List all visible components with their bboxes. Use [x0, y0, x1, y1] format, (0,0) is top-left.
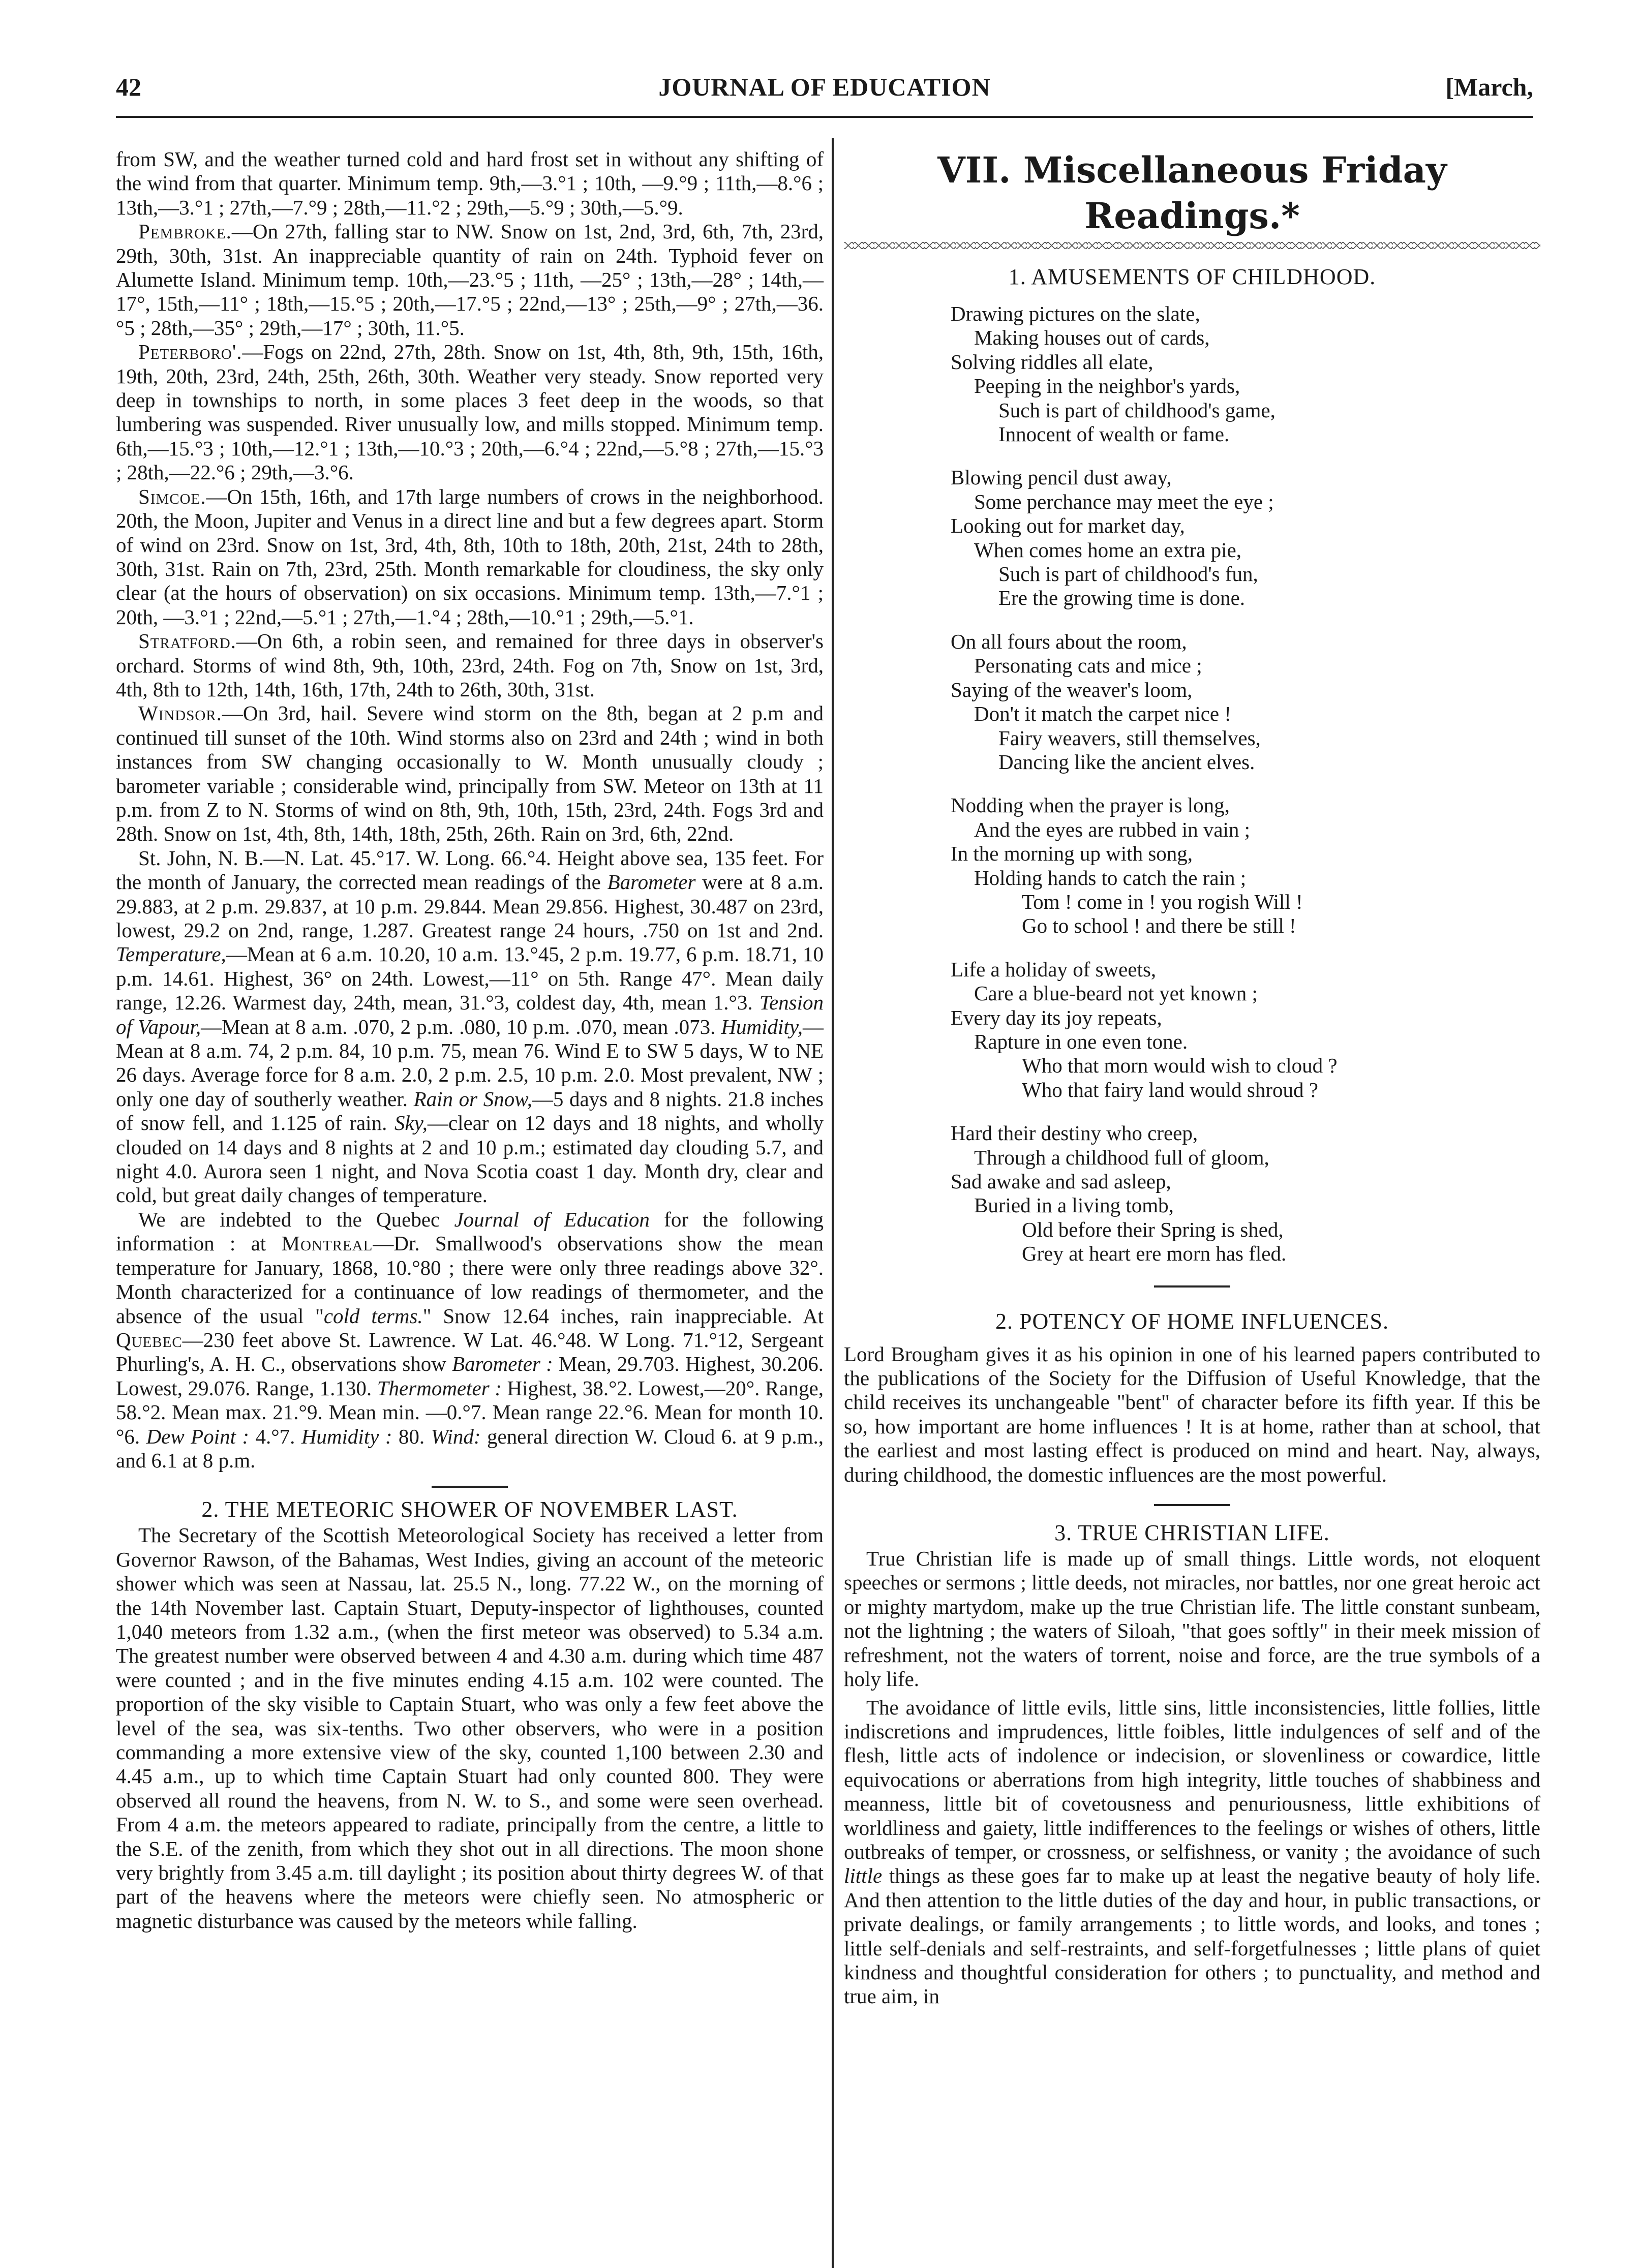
poem-line: Fairy weavers, still themselves,: [998, 726, 1261, 750]
poem-line: Don't it match the carpet nice !: [974, 702, 1232, 726]
christian-life-heading: 3. TRUE CHRISTIAN LIFE.: [1054, 1520, 1330, 1546]
poem-stanza: [951, 958, 1540, 1102]
left-column: [116, 147, 824, 1933]
poem-line: Who that morn would wish to cloud ?: [1022, 1054, 1338, 1078]
report-pembroke: Pembroke.—On 27th, falling star to NW. Snow on 1st, 2nd, 3rd, 6th, 7th, 23rd, 29th, 30th, 31st. An inappreciable quantity of rain on 24th. Typhoid fever on Alumette Island. Minimum temp. 10th,—23.°5 ; 11th, —25° ; 13th,—28° ; 14th,—17°, 15th,—11° ; 18th,—15.°5 ; 20th,—17.°5 ; 22nd,—13° ; 25th,—9° ; 27th,—36.°5 ; 28th,—35° ; 29th,—17° ; 30th, 11.°5.: [116, 220, 824, 340]
poem-line: Saying of the weaver's loom,: [951, 678, 1193, 701]
poem-line: Sad awake and sad asleep,: [951, 1170, 1171, 1193]
weather-report-continued: from SW, and the weather turned cold and hard frost set in without any shifting of the wind from that quarter. Minimum temp. 9th,—3.°1 ; 10th, —9.°9 ; 11th,—8.°6 ; 13th,—3.°1 ; 27th,—7.°9 ; 28th,—11.°2 ; 29th,—5.°9 ; 30th,—5.°9.: [116, 147, 824, 219]
poem-line: Personating cats and mice ;: [974, 654, 1202, 678]
column-rule: [832, 138, 834, 2268]
place-name: Windsor.: [138, 701, 222, 725]
poem-line: Ere the growing time is done.: [998, 586, 1246, 610]
poem-line: Drawing pictures on the slate,: [951, 302, 1200, 325]
poem-line: Such is part of childhood's fun,: [998, 562, 1258, 586]
section-title: VII. Miscellaneous Friday Readings.*: [937, 149, 1447, 237]
journal-title: JOURNAL OF EDUCATION: [658, 73, 991, 101]
poem-stanza: [951, 630, 1540, 774]
poem-line: Blowing pencil dust away,: [951, 466, 1172, 489]
poem-line: Through a childhood full of gloom,: [974, 1145, 1269, 1169]
poem-line: Every day its joy repeats,: [951, 1005, 1162, 1029]
report-st-john: St. John, N. B.—N. Lat. 45.°17. W. Long. 66.°4. Height above sea, 135 feet. For the month of January, the corrected mean readings of the Barometer were at 8 a.m. 29.883, at 2 p.m. 29.837, at 10 p.m. 29.844. Mean 29.856. Highest, 30.487 on 23rd, lowest, 29.2 on 2nd, range, 1.287. Greatest range 24 hours, .750 on 1st and 2nd. Temperature,—Mean at 6 a.m. 10.20, 10 a.m. 13.°45, 2 p.m. 19.77, 6 p.m. 18.71, 10 p.m. 14.61. Highest, 36° on 24th. Lowest,—11° on 5th. Range 47°. Mean daily range, 12.26. Warmest day, 24th, mean, 31.°3, coldest day, 4th, mean 1.°3. Tension of Vapour,—Mean at 8 a.m. .070, 2 p.m. .080, 10 p.m. .070, mean .073. Humidity,—Mean at 8 a.m. 74, 2 p.m. 84, 10 p.m. 75, mean 76. Wind E to SW 5 days, W to NE 26 days. Average force for 8 a.m. 2.0, 2 p.m. 2.5, 10 p.m. 2.0. Most prevalent, NW ; only one day of southerly weather. Rain or Snow,—5 days and 8 nights. 21.8 inches of snow fell, and 1.125 of rain. Sky,—clear on 12 days and 18 nights, and wholly clouded on 14 days and 8 nights at 2 and 10 p.m.; estimated day clouding 5.7, and night 4.0. Aurora seen 1 night, and Nova Scotia coast 1 day. Month dry, clear and cold, but great daily changes of temperature.: [116, 846, 824, 1207]
right-column: [844, 147, 1540, 2009]
report-peterboro: Peterboro'.—Fogs on 22nd, 27th, 28th. Snow on 1st, 4th, 8th, 9th, 15th, 16th, 19th, 20th, 23rd, 24th, 25th, 26th, 30th. Weather very steady. Snow reported very deep in townships to north, in some places 3 feet deep in the woods, so that lumbering was suspended. River unusually low, and mills stopped. Minimum temp. 6th,—15.°3 ; 10th,—12.°1 ; 13th,—10.°3 ; 20th,—6.°4 ; 22nd,—5.°8 ; 27th,—15.°3 ; 28th,—22.°6 ; 29th,—3.°6.: [116, 340, 824, 484]
poem-line: Rapture in one even tone.: [974, 1029, 1188, 1053]
poem-amusements-of-childhood: [844, 302, 1540, 1266]
poem-line: On all fours about the room,: [951, 629, 1187, 653]
place-name: Stratford.: [138, 629, 236, 653]
poem-line: When comes home an extra pie,: [974, 538, 1241, 562]
potency-text: Lord Brougham gives it as his opinion in one of his learned papers contributed to the publications of the Society for the Diffusion of Useful Knowledge, that the child receives its unchangeable "bent" of character before its fifth year. If this be so, how important are home influences ! It is at home, rather than at school, that the earliest and most lasting effect is produced on mind and heart. Nay, always, during childhood, the domestic influences are the most powerful.: [844, 1342, 1540, 1486]
poem-line: In the morning up with song,: [951, 842, 1193, 866]
poem-line: Buried in a living tomb,: [974, 1193, 1174, 1217]
poem-line: Solving riddles all elate,: [951, 350, 1153, 374]
amusements-heading: 1. AMUSEMENTS OF CHILDHOOD.: [1008, 264, 1376, 289]
poem-line: Hard their destiny who creep,: [951, 1121, 1198, 1145]
poem-line: Holding hands to catch the rain ;: [974, 866, 1247, 890]
place-name: Simcoe.: [138, 484, 206, 508]
poem-line: Dancing like the ancient elves.: [998, 750, 1255, 774]
poem-line: Looking out for market day,: [951, 514, 1185, 538]
poem-line: Care a blue-beard not yet known ;: [974, 982, 1258, 1005]
report-quebec: We are indebted to the Quebec Journal of Education for the following information : at Montreal—Dr. Smallwood's observations show the mean temperature for January, 1868, 10.°80 ; there were only three readings above 32°. Month characterized for a continuance of low readings of thermometer, and the absence of the usual "cold terms." Snow 12.64 inches, rain inappreciable. At Quebec—230 feet above St. Lawrence. W Lat. 46.°48. W Long. 71.°12, Sergeant Phurling's, A. H. C., observations show Barometer : Mean, 29.703. Highest, 30.206. Lowest, 29.076. Range, 1.130. Thermometer : Highest, 38.°2. Lowest,—20°. Range, 58.°2. Mean max. 21.°9. Mean min. —0.°7. Mean range 22.°6. Mean for month 10.°6. Dew Point : 4.°7. Humidity : 80. Wind: general direction W. Cloud 6. at 9 p.m., and 6.1 at 8 p.m.: [116, 1207, 824, 1472]
poem-line: Go to school ! and there be still !: [1022, 914, 1296, 938]
poem-stanza: [951, 302, 1540, 446]
place-name: Pembroke.: [138, 220, 232, 243]
place-name: Peterboro'.: [138, 340, 242, 364]
running-header: [116, 72, 1533, 116]
poem-line: Nodding when the prayer is long,: [951, 793, 1230, 817]
report-simcoe: Simcoe.—On 15th, 16th, and 17th large numbers of crows in the neighborhood. 20th, the Moon, Jupiter and Venus in a direct line and but a few degrees apart. Storm of wind on 23rd. Snow on 1st, 3rd, 4th, 8th, 10th to 18th, 20th, 21st, 24th to 28th, 30th, 31st. Rain on 7th, 23rd, 25th. Month remarkable for cloudiness, the sky only clear (at the hours of observation) on six occasions. Minimum temp. 13th,—7.°1 ; 20th, —3.°1 ; 22nd,—5.°1 ; 27th,—1.°4 ; 28th,—10.°1 ; 29th,—5.°1.: [116, 484, 824, 629]
poem-line: Grey at heart ere morn has fled.: [1022, 1242, 1287, 1266]
poem-line: And the eyes are rubbed in vain ;: [974, 817, 1251, 841]
poem-line: Such is part of childhood's game,: [998, 398, 1275, 422]
poem-line: Tom ! come in ! you rogish Will !: [1022, 890, 1303, 913]
christian-life-text-1: True Christian life is made up of small things. Little words, not eloquent speeches or sermons ; little deeds, not miracles, nor battles, nor one great heroic act or mighty martydom, make up the true Christian life. The little constant sunbeam, not the lightning ; the waters of Siloah, "that goes softly" in their meek mission of refreshment, not the waters of torrent, noise and force, are the true symbols of a holy life.: [844, 1547, 1540, 1691]
page-number: 42: [116, 73, 141, 101]
header-rule: [116, 116, 1533, 118]
poem-line: Some perchance may meet the eye ;: [974, 489, 1274, 513]
poem-line: Innocent of wealth or fame.: [998, 422, 1230, 446]
poem-line: Peeping in the neighbor's yards,: [974, 374, 1240, 398]
report-stratford: Stratford.—On 6th, a robin seen, and remained for three days in observer's orchard. Storms of wind 8th, 9th, 10th, 23rd, 24th. Fog on 7th, Snow on 1st, 3rd, 4th, 8th to 12th, 14th, 16th, 17th, 24th to 26th, 30th, 31st.: [116, 629, 824, 701]
poem-line: Life a holiday of sweets,: [951, 957, 1157, 981]
meteoric-shower-text: The Secretary of the Scottish Meteorological Society has received a letter from Governor Rawson, of the Bahamas, West Indies, giving an account of the meteoric shower which was seen at Nassau, lat. 25.5 N., long. 77.22 W., on the morning of the 14th November last. Captain Stuart, Deputy-inspector of lighthouses, counted 1,040 meteors from 1.32 a.m., (when the first meteor was observed) to 5.34 a.m. The greatest number were observed between 4 and 4.30 a.m. during which time 487 were counted ; and in the five minutes ending 4.15 a.m. 102 were counted. The proportion of the sky visible to Captain Stuart, who was only a few feet above the level of the sea, was six-tenths. Two other observers, who were in a position commanding a more extensive view of the sky, counted 1,100 between 2.30 and 4.45 a.m., up to which time Captain Stuart had only counted 800. They were observed all round the heavens, from N. W. to S., and some were seen overhead. From 4 a.m. the meteors appeared to radiate, principally from the centre, a little to the S.E. of the zenith, from which they shot out in all directions. The moon shone very brightly from 3.45 a.m. till daylight ; its position about thirty degrees W. of that part of the heavens where the meteors were chiefly seen. No atmospheric or magnetic disturbance was caused by the meteors while falling.: [116, 1523, 824, 1933]
poem-line: Who that fairy land would shroud ?: [1022, 1078, 1318, 1101]
poem-line: Old before their Spring is shed,: [1022, 1217, 1284, 1241]
wavy-rule: [844, 242, 1540, 249]
christian-life-text-2: The avoidance of little evils, little sins, little inconsistencies, little follies, little indiscretions and imprudences, little foibles, little indulgences of self and of the flesh, little acts of indolence or indecision, or slovenliness or cowardice, little equivocations or aberrations from high integrity, little touches of shabbiness and meanness, little bit of covetousness and penuriousness, little exhibitions of worldliness and gaiety, little indifferences to the feelings or wishes of others, little outbreaks of temper, or crossness, or selfishness, or vanity ; the avoidance of such little things as these goes far to make up at least the negative beauty of holy life. And then attention to the little duties of the day and hour, in public transactions, or private dealings, or family arrangements ; to little words, and looks, and tones ; little self-denials and self-restraints, and self-forgetfulnesses ; little plans of quiet kindness and thoughtful consideration for others ; to punctuality, and method and true aim, in: [844, 1695, 1540, 2008]
poem-line: Making houses out of cards,: [974, 326, 1210, 350]
poem-stanza: [951, 1121, 1540, 1266]
potency-heading: 2. POTENCY OF HOME INFLUENCES.: [995, 1308, 1389, 1334]
report-windsor: Windsor.—On 3rd, hail. Severe wind storm on the 8th, began at 2 p.m and continued till sunset of the 10th. Wind storms also on 23rd and 24th ; wind in both instances from SW changing occasionally to W. Month unusually cloudy ; barometer variable ; considerable wind, principally from SW. Meteor on 13th at 11 p.m. from Z to N. Storms of wind on 8th, 9th, 10th, 15th, 23rd, 24th. Fogs 3rd and 28th. Snow on 1st, 4th, 8th, 14th, 18th, 25th, 26th. Rain on 3rd, 6th, 22nd.: [116, 701, 824, 846]
header-month: [March,: [1445, 73, 1533, 101]
meteoric-shower-heading: 2. THE METEORIC SHOWER OF NOVEMBER LAST.: [201, 1497, 738, 1522]
poem-stanza: [951, 466, 1540, 610]
poem-stanza: [951, 793, 1540, 938]
